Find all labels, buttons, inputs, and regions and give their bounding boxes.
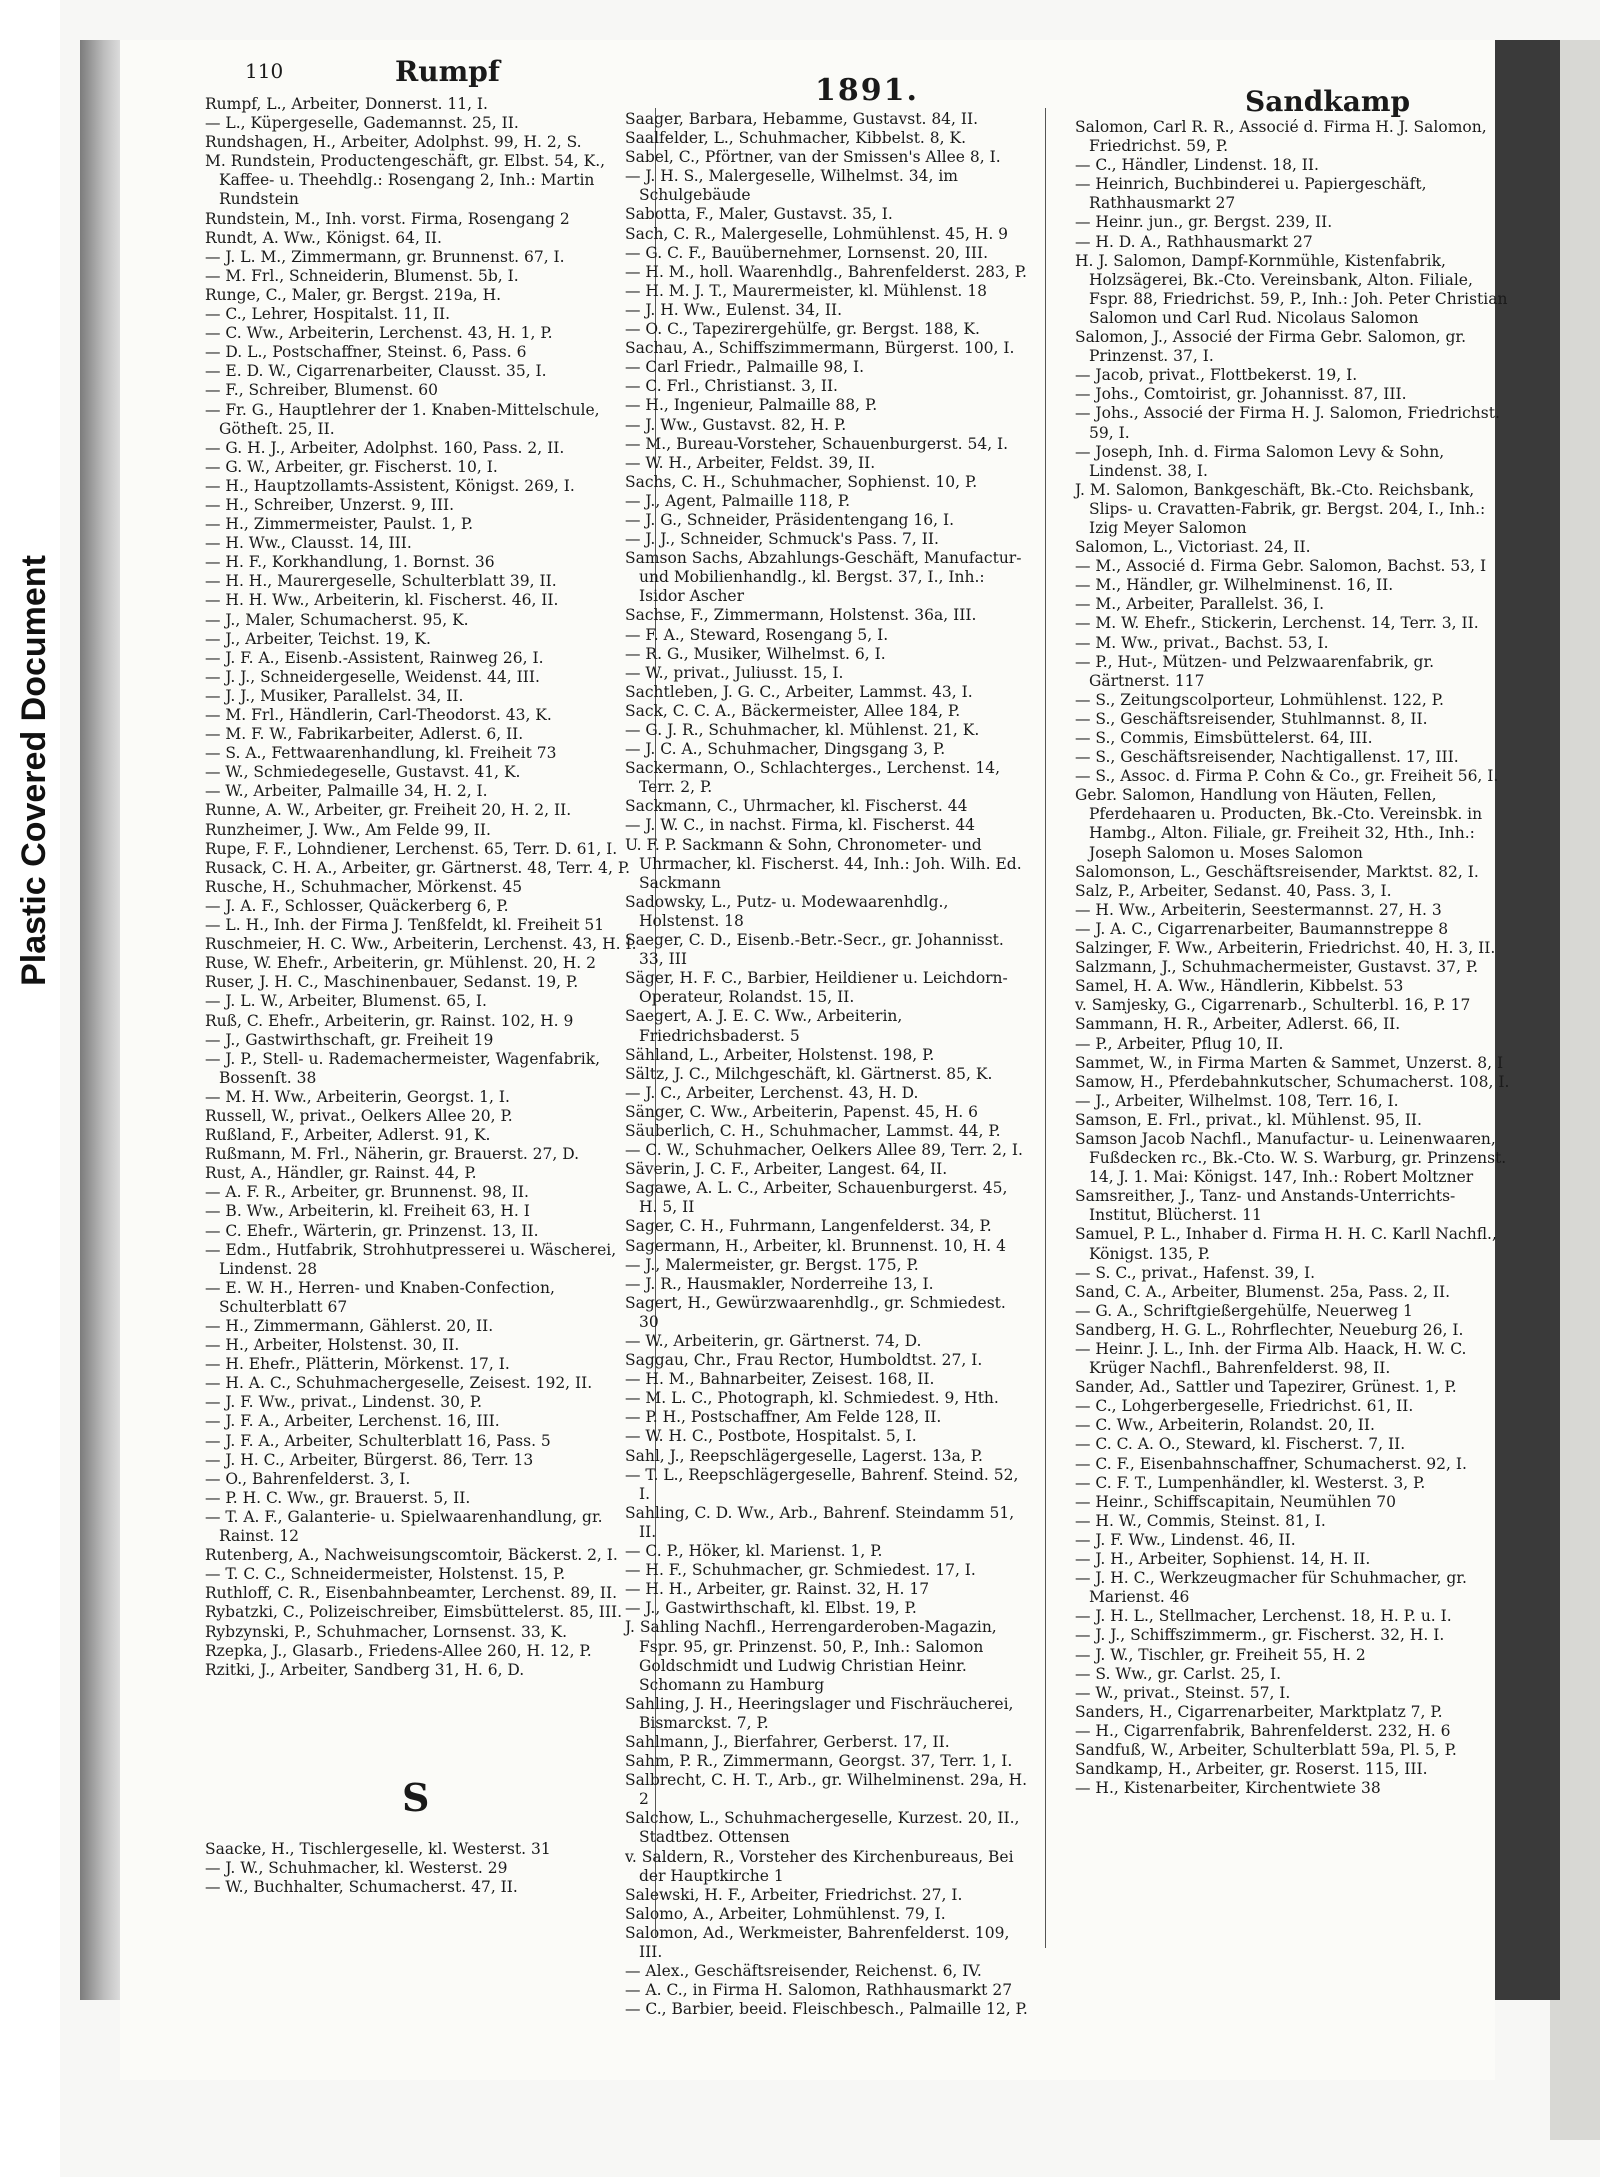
directory-entry: Sabotta, F., Maler, Gustavst. 35, I. (625, 205, 893, 224)
directory-entry: — Johs., Associé der Firma H. J. Salomon, Friedrichst. 59, I. (1075, 404, 1500, 442)
directory-entry: — S., Geschäftsreisender, Nachtigallenst. 17, III. (1075, 748, 1459, 767)
directory-entry: — C., Lehrer, Hospitalst. 11, II. (205, 305, 451, 324)
directory-entry: — G. J. R., Schuhmacher, kl. Mühlenst. 21, K. (625, 721, 980, 739)
header-left-keyword: Rumpf (395, 55, 500, 88)
directory-entry: Ruser, J. H. C., Maschinenbauer, Sedanst. 19, P. (205, 973, 579, 992)
directory-entry: Samson Jacob Nachfl., Manufactur- u. Leinenwaaren, Fußdecken rc., Bk.-Cto. W. S. Warburg, gr. Prinzenst. 14, J. 1. Mai: Königst. 147, Inh.: Robert Moltzner (1075, 1129, 1507, 1187)
directory-entry: — W., Arbeiter, Palmaille 34, H. 2, I. (205, 782, 488, 801)
directory-entry: — C. Frl., Christianst. 3, II. (625, 377, 838, 396)
directory-entry: Rundshagen, H., Arbeiter, Adolphst. 99, H. 2, S. (205, 133, 582, 152)
directory-entry: Saager, Barbara, Hebamme, Gustavst. 84, II. (625, 110, 979, 128)
directory-entry: — C., Lohgerbergeselle, Friedrichst. 61, II. (1075, 1397, 1414, 1416)
directory-entry: Salzmann, J., Schuhmachermeister, Gustavst. 37, P. (1075, 958, 1479, 977)
directory-entry: — P., Hut-, Mützen- und Pelzwaarenfabrik, gr. Gärtnerst. 117 (1075, 652, 1435, 690)
directory-entry: Sammann, H. R., Arbeiter, Adlerst. 66, II. (1075, 1015, 1401, 1034)
directory-entry: — G. H. J., Arbeiter, Adolphst. 160, Pass. 2, II. (205, 438, 565, 457)
directory-entry: Ruß, C. Ehefr., Arbeiterin, gr. Rainst. 102, H. 9 (205, 1011, 574, 1030)
directory-entry: Ruthloff, C. R., Eisenbahnbeamter, Lerchenst. 89, II. (205, 1584, 618, 1603)
directory-entry: — H. F., Schuhmacher, gr. Schmiedest. 17, I. (625, 1561, 976, 1580)
directory-entry: — M., Händler, gr. Wilhelminenst. 16, II. (1075, 576, 1394, 595)
directory-entry: Sackermann, O., Schlachterges., Lerchenst. 14, Terr. 2, P. (625, 759, 1001, 797)
directory-entry: — M. F. W., Fabrikarbeiter, Adlerst. 6, II. (205, 725, 524, 744)
side-label (14, 540, 54, 1000)
directory-entry: Salz, P., Arbeiter, Sedanst. 40, Pass. 3, I. (1075, 881, 1392, 900)
directory-entry: Rust, A., Händler, gr. Rainst. 44, P. (205, 1164, 477, 1183)
directory-entry: — Heinrich, Buchbinderei u. Papiergeschäft, Rathhausmarkt 27 (1075, 175, 1427, 213)
directory-entry: Sachse, F., Zimmermann, Holstenst. 36a, III. (625, 606, 977, 625)
directory-entry: — W., Arbeiterin, gr. Gärtnerst. 74, D. (625, 1332, 922, 1350)
directory-entry: — J. H., Arbeiter, Sophienst. 14, H. II. (1075, 1550, 1371, 1569)
directory-entry: — C., Barbier, beeid. Fleischbesch., Palmaille 12, P. (625, 2000, 1028, 2019)
directory-entry: — Jacob, privat., Flottbekerst. 19, I. (1075, 366, 1358, 385)
directory-entry: — J. R., Hausmakler, Norderreihe 13, I. (625, 1274, 934, 1293)
directory-entry: Sahm, P. R., Zimmermann, Georgst. 37, Terr. 1, I. (625, 1752, 1013, 1771)
book-gutter (80, 40, 120, 2000)
directory-entry: Ruschmeier, H. C. Ww., Arbeiterin, Lerchenst. 43, H. I. (205, 935, 637, 954)
directory-entry: — Johs., Comtoirist, gr. Johannisst. 87, III. (1075, 385, 1407, 404)
directory-entry: — J. F. A., Arbeiter, Lerchenst. 16, III. (205, 1412, 500, 1431)
directory-entry: — J. L. M., Zimmermann, gr. Brunnenst. 67, I. (205, 247, 565, 266)
directory-entry: — O. C., Tapezirergehülfe, gr. Bergst. 188, K. (625, 320, 980, 339)
directory-entry: Sabel, C., Pförtner, van der Smissen's Allee 8, I. (625, 148, 1001, 167)
directory-entry: — E. W. H., Herren- und Knaben-Confection, Schulterblatt 67 (205, 1278, 555, 1316)
directory-entry: — D. L., Postschaffner, Steinst. 6, Pass. 6 (205, 343, 527, 362)
directory-entry: — H. A. C., Schuhmachergeselle, Zeisest. 192, II. (205, 1374, 593, 1393)
directory-entry: H. J. Salomon, Dampf-Kornmühle, Kistenfabrik, Holzsägerei, Bk.-Cto. Vereinsbank, Alton. Filiale, Fspr. 88, Friedrichst. 59, P., Inh.: Joh. Peter Christian Salomon und Carl Rud. Nicolaus Salomon (1075, 251, 1508, 327)
directory-entry: — J. H. S., Malergeselle, Wilhelmst. 34, im Schulgebäude (625, 167, 958, 205)
directory-entry: — J. J., Schneider, Schmuck's Pass. 7, II. (625, 530, 939, 549)
directory-entry: — H. M. J. T., Maurermeister, kl. Mühlenst. 18 (625, 281, 987, 300)
directory-entry: Saggau, Chr., Frau Rector, Humboldtst. 27, I. (625, 1351, 983, 1370)
directory-entry: — J. L. W., Arbeiter, Blumenst. 65, I. (205, 992, 487, 1011)
directory-entry: — S. Ww., gr. Carlst. 25, I. (1075, 1664, 1282, 1683)
directory-entry: Rzepka, J., Glasarb., Friedens-Allee 260, H. 12, P. (205, 1641, 592, 1660)
directory-entry: — W. H. C., Postbote, Hospitalst. 5, I. (625, 1427, 917, 1446)
directory-entry: — J. W., Schuhmacher, kl. Westerst. 29 (205, 1859, 508, 1878)
directory-entry: — S., Commis, Eimsbüttelerst. 64, III. (1075, 729, 1373, 747)
directory-entry: — M. W. Ehefr., Stickerin, Lerchenst. 14, Terr. 3, II. (1075, 614, 1479, 633)
directory-entry: — C. C. A. O., Steward, kl. Fischerst. 7, II. (1075, 1435, 1406, 1454)
directory-entry: — P. H. C. Ww., gr. Brauerst. 5, II. (205, 1488, 471, 1507)
directory-entry: — J. H. L., Stellmacher, Lerchenst. 18, H. P. u. I. (1075, 1607, 1452, 1626)
directory-entry: Sältz, J. C., Milchgeschäft, kl. Gärtnerst. 85, K. (625, 1064, 993, 1083)
directory-entry: Saegert, A. J. E. C. Ww., Arbeiterin, Friedrichsbaderst. 5 (625, 1007, 903, 1045)
directory-entry: — H. M., Bahnarbeiter, Zeisest. 168, II. (625, 1370, 935, 1389)
directory-entry: — C. P., Höker, kl. Marienst. 1, P. (625, 1542, 883, 1561)
directory-entry: — C. Ehefr., Wärterin, gr. Prinzenst. 13, II. (205, 1221, 539, 1240)
directory-entry: — J. W., Tischler, gr. Freiheit 55, H. 2 (1075, 1645, 1366, 1664)
middle-column (625, 110, 1030, 2019)
directory-entry: — R. G., Musiker, Wilhelmst. 6, I. (625, 644, 886, 663)
directory-entry: — J. F. Ww., privat., Lindenst. 30, P. (205, 1393, 483, 1412)
directory-entry: — G. A., Schriftgießergehülfe, Neuerweg 1 (1075, 1301, 1413, 1320)
directory-entry: — J. F. Ww., Lindenst. 46, II. (1075, 1530, 1296, 1549)
directory-entry: Ruse, W. Ehefr., Arbeiterin, gr. Mühlenst. 20, H. 2 (205, 954, 596, 973)
directory-entry: Rybzynski, P., Schuhmacher, Lornsenst. 33, K. (205, 1622, 568, 1641)
directory-entry: Runne, A. W., Arbeiter, gr. Freiheit 20, H. 2, II. (205, 801, 572, 820)
directory-entry: Sandberg, H. G. L., Rohrflechter, Neueburg 26, I. (1075, 1320, 1464, 1339)
directory-entry: — Alex., Geschäftsreisender, Reichenst. 6, IV. (625, 1962, 982, 1981)
directory-entry: — J., Gastwirthschaft, kl. Elbst. 19, P. (625, 1599, 917, 1618)
directory-entry: Salewski, H. F., Arbeiter, Friedrichst. 27, I. (625, 1885, 963, 1904)
directory-entry: — H. F., Korkhandlung, 1. Bornst. 36 (205, 553, 495, 572)
directory-entry: — H. H., Maurergeselle, Schulterblatt 39, II. (205, 572, 557, 591)
directory-entry: — J. H. C., Werkzeugmacher für Schuhmacher, gr. Marienst. 46 (1075, 1569, 1467, 1607)
directory-entry: — O., Bahrenfelderst. 3, I. (205, 1469, 411, 1488)
directory-entry: — T. C. C., Schneidermeister, Holstenst. 15, P. (205, 1565, 566, 1584)
directory-entry: — S., Zeitungscolporteur, Lohmühlenst. 122, P. (1075, 690, 1444, 709)
directory-entry: — H., Ingenieur, Palmaille 88, P. (625, 396, 878, 415)
directory-entry: — F. A., Steward, Rosengang 5, I. (625, 625, 889, 644)
directory-entry: — J. J., Musiker, Parallelst. 34, II. (205, 686, 464, 705)
directory-entry: Runzheimer, J. Ww., Am Felde 99, II. (205, 820, 491, 839)
directory-entry: Rußmann, M. Frl., Näherin, gr. Brauerst. 27, D. (205, 1145, 580, 1164)
spine-strip (0, 0, 60, 2177)
directory-entry: Samson, E. Frl., privat., kl. Mühlenst. 95, II. (1075, 1110, 1422, 1129)
directory-entry: Samel, H. A. Ww., Händlerin, Kibbelst. 53 (1075, 977, 1404, 996)
directory-entry: — L., Küpergeselle, Gademannst. 25, II. (205, 114, 519, 133)
directory-entry: — J. W. C., in nachst. Firma, kl. Fischerst. 44 (625, 816, 976, 835)
directory-entry: Salbrecht, C. H. T., Arb., gr. Wilhelminenst. 29a, H. 2 (625, 1771, 1028, 1809)
directory-entry: — H. Ehefr., Plätterin, Mörkenst. 17, I. (205, 1355, 510, 1374)
directory-entry: — C. F., Eisenbahnschaffner, Schumacherst. 92, I. (1075, 1454, 1467, 1473)
directory-entry: Rzitki, J., Arbeiter, Sandberg 31, H. 6, D. (205, 1660, 525, 1679)
directory-entry: — F., Schreiber, Blumenst. 60 (205, 381, 438, 400)
directory-entry: — M. L. C., Photograph, kl. Schmiedest. 9, Hth. (625, 1389, 999, 1408)
directory-entry: — P. H., Postschaffner, Am Felde 128, II. (625, 1408, 942, 1427)
directory-entry: Salzinger, F. Ww., Arbeiterin, Friedrichst. 40, H. 3, II. (1075, 939, 1496, 958)
directory-entry: Säuberlich, C. H., Schuhmacher, Lammst. 44, P. (625, 1121, 1001, 1140)
directory-entry: — B. Ww., Arbeiterin, kl. Freiheit 63, H. I (205, 1202, 530, 1221)
directory-entry: — E. D. W., Cigarrenarbeiter, Clausst. 35, I. (205, 362, 547, 381)
directory-entry: — W. H., Arbeiter, Feldst. 39, II. (625, 453, 876, 472)
directory-entry: — H. H., Arbeiter, gr. Rainst. 32, H. 17 (625, 1580, 930, 1599)
directory-entry: — G. C. F., Bauübernehmer, Lornsenst. 20, III. (625, 243, 989, 262)
directory-entry: Rundstein, M., Inh. vorst. Firma, Rosengang 2 (205, 209, 570, 228)
directory-entry: Gebr. Salomon, Handlung von Häuten, Fellen, Pferdehaaren u. Producten, Bk.-Cto. Vereinsbk. in Hambg., Alton. Filiale, gr. Freiheit 32, Hth., Inh.: Joseph Salomon u. Moses Salomon (1075, 786, 1483, 862)
directory-entry: — M., Arbeiter, Parallelst. 36, I. (1075, 595, 1325, 614)
directory-entry: — S. A., Fettwaarenhandlung, kl. Freiheit 73 (205, 744, 557, 763)
directory-entry: Sagert, H., Gewürzwaarenhdlg., gr. Schmiedest. 30 (625, 1293, 1006, 1331)
directory-entry: — A. F. R., Arbeiter, gr. Brunnenst. 98, II. (205, 1183, 529, 1202)
directory-entry: — J. P., Stell- u. Rademachermeister, Wagenfabrik, Bossenſt. 38 (205, 1049, 601, 1087)
directory-entry: — S. C., privat., Hafenst. 39, I. (1075, 1263, 1316, 1282)
directory-entry: — H. M., holl. Waarenhdlg., Bahrenfelderst. 283, P. (625, 262, 1027, 281)
directory-entry: Samson Sachs, Abzahlungs-Geschäft, Manufactur- und Mobilienhandlg., kl. Bergst. 37, I., Inh.: Isidor Ascher (625, 549, 1022, 606)
directory-entry: — H. H. Ww., Arbeiterin, kl. Fischerst. 46, II. (205, 591, 559, 610)
directory-entry: Rusche, H., Schuhmacher, Mörkenst. 45 (205, 877, 523, 896)
directory-entry: Samsreither, J., Tanz- und Anstands-Unterrichts-Institut, Blücherst. 11 (1075, 1187, 1456, 1225)
directory-entry: — Heinr., Schiffscapitain, Neumühlen 70 (1075, 1492, 1396, 1511)
directory-entry: — M. Frl., Schneiderin, Blumenst. 5b, I. (205, 266, 519, 285)
directory-entry: — J. H. C., Arbeiter, Bürgerst. 86, Terr. 13 (205, 1450, 534, 1469)
directory-entry: — J. F. A., Eisenb.-Assistent, Rainweg 26, I. (205, 648, 544, 667)
directory-entry: Rutenberg, A., Nachweisungscomtoir, Bäckerst. 2, I. (205, 1546, 618, 1565)
directory-entry: Rußland, F., Arbeiter, Adlerst. 91, K. (205, 1126, 491, 1145)
directory-entry: — M. H. Ww., Arbeiterin, Georgst. 1, I. (205, 1087, 510, 1106)
directory-entry: Sähland, L., Arbeiter, Holstenst. 198, P. (625, 1045, 935, 1064)
left-column (205, 95, 640, 1680)
directory-entry: — G. W., Arbeiter, gr. Fischerst. 10, I. (205, 457, 498, 476)
directory-entry: — H., Zimmermann, Gählerst. 20, II. (205, 1317, 494, 1335)
directory-entry: Russell, W., privat., Oelkers Allee 20, P. (205, 1106, 513, 1125)
directory-entry: v. Saldern, R., Vorsteher des Kirchenbureaus, Bei der Hauptkirche 1 (625, 1847, 1014, 1885)
directory-entry: Samow, H., Pferdebahnkutscher, Schumacherst. 108, I. (1075, 1072, 1510, 1091)
directory-entry: Saacke, H., Tischlergeselle, kl. Westerst. 31 (205, 1840, 551, 1858)
directory-entry: Rupe, F. F., Lohndiener, Lerchenst. 65, Terr. D. 61, I. (205, 839, 618, 858)
directory-entry: — H. Ww., Arbeiterin, Seestermannst. 27, H. 3 (1075, 900, 1442, 919)
directory-entry: — J. J., Schneidergeselle, Weidenst. 44, III. (205, 667, 540, 686)
directory-entry: — W., Schmiedegeselle, Gustavst. 41, K. (205, 763, 521, 782)
directory-entry: Sachs, C. H., Schuhmacher, Sophienst. 10, P. (625, 472, 978, 491)
left-column-s-section (205, 1840, 645, 1897)
directory-entry: — M. Frl., Händlerin, Carl-Theodorst. 43, K. (205, 706, 552, 724)
directory-entry: — M., Associé d. Firma Gebr. Salomon, Bachst. 53, I (1075, 557, 1487, 576)
directory-entry: — Heinr. jun., gr. Bergst. 239, II. (1075, 213, 1333, 232)
directory-entry: Säger, H. F. C., Barbier, Heildiener u. Leichdorn-Operateur, Rolandst. 15, II. (625, 969, 1008, 1007)
directory-entry: — J. Ww., Gustavst. 82, H. P. (625, 415, 847, 434)
directory-entry: — M. Ww., privat., Bachst. 53, I. (1075, 633, 1329, 652)
directory-entry: — H., Kistenarbeiter, Kirchentwiete 38 (1075, 1779, 1381, 1798)
directory-entry: — W., Buchhalter, Schumacherst. 47, II. (205, 1878, 518, 1897)
directory-entry: Salomon, L., Victoriast. 24, II. (1075, 538, 1311, 557)
directory-entry: — W., privat., Juliusst. 15, I. (625, 663, 844, 682)
directory-entry: — C. W., Schuhmacher, Oelkers Allee 89, Terr. 2, I. (625, 1141, 1023, 1160)
directory-entry: — J., Gastwirthschaft, gr. Freiheit 19 (205, 1030, 494, 1049)
directory-entry: Rybatzki, C., Polizeischreiber, Eimsbüttelerst. 85, III. (205, 1603, 623, 1622)
directory-entry: Säverin, J. C. F., Arbeiter, Langest. 64, II. (625, 1160, 948, 1179)
directory-entry: Runge, C., Maler, gr. Bergst. 219a, H. (205, 285, 502, 304)
directory-entry: — H., Hauptzollamts-Assistent, Königst. 269, I. (205, 476, 575, 495)
directory-entry: Sackmann, C., Uhrmacher, kl. Fischerst. 44 (625, 797, 968, 816)
directory-entry: Sahling, C. D. Ww., Arb., Bahrenf. Steindamm 51, II. (625, 1503, 1015, 1541)
directory-entry: Sagawe, A. L. C., Arbeiter, Schauenburgerst. 45, H. 5, II (625, 1179, 1008, 1217)
directory-entry: Rusack, C. H. A., Arbeiter, gr. Gärtnerst. 48, Terr. 4, P. (205, 858, 631, 877)
page-number: 110 (245, 59, 284, 83)
directory-entry: — H., Cigarrenfabrik, Bahrenfelderst. 232, H. 6 (1075, 1721, 1451, 1740)
directory-entry: U. F. P. Sackmann & Sohn, Chronometer- und Uhrmacher, kl. Fischerst. 44, Inh.: Joh. Wilh. Ed. Sackmann (625, 835, 1022, 892)
directory-entry: — M., Bureau-Vorsteher, Schauenburgerst. 54, I. (625, 434, 1009, 453)
directory-entry: — W., privat., Steinst. 57, I. (1075, 1683, 1291, 1702)
directory-entry: — Joseph, Inh. d. Firma Salomon Levy & Sohn, Lindenst. 38, I. (1075, 442, 1445, 480)
directory-entry: Samuel, P. L., Inhaber d. Firma H. H. C. Karll Nachfl., Königst. 135, P. (1075, 1225, 1497, 1263)
directory-entry: — J. A. F., Schlosser, Quäckerberg 6, P. (205, 896, 509, 915)
directory-entry: — H., Schreiber, Unzerst. 9, III. (205, 495, 455, 514)
directory-entry: — S., Geschäftsreisender, Stuhlmannst. 8, II. (1075, 709, 1428, 728)
directory-entry: — H., Arbeiter, Holstenst. 30, II. (205, 1336, 460, 1355)
directory-entry: — Carl Friedr., Palmaille 98, I. (625, 358, 864, 377)
directory-entry: Saalfelder, L., Schuhmacher, Kibbelst. 8, K. (625, 129, 967, 148)
directory-entry: — J., Agent, Palmaille 118, P. (625, 491, 851, 510)
right-column (1075, 118, 1515, 1798)
directory-entry: Saeger, C. D., Eisenb.-Betr.-Secr., gr. Johannisst. 33, III (625, 931, 1004, 969)
directory-entry: — J. A. C., Cigarrenarbeiter, Baumannstreppe 8 (1075, 919, 1449, 938)
directory-entry: Salomon, Carl R. R., Associé d. Firma H. J. Salomon, Friedrichst. 59, P. (1075, 118, 1487, 156)
directory-entry: — H. W., Commis, Steinst. 81, I. (1075, 1511, 1326, 1530)
directory-entry: — C. F. T., Lumpenhändler, kl. Westerst. 3, P. (1075, 1473, 1426, 1492)
directory-entry: Sammet, W., in Firma Marten & Sammet, Unzerst. 8, I (1075, 1053, 1504, 1072)
directory-entry: — T. A. F., Galanterie- u. Spielwaarenhandlung, gr. Rainst. 12 (205, 1507, 603, 1546)
directory-entry: Sand, C. A., Arbeiter, Blumenst. 25a, Pass. 2, II. (1075, 1282, 1451, 1301)
directory-entry: — Heinr. J. L., Inh. der Firma Alb. Haack, H. W. C. Krüger Nachfl., Bahrenfelderst. 98, II. (1075, 1340, 1467, 1378)
directory-entry: — P., Arbeiter, Pflug 10, II. (1075, 1034, 1284, 1053)
directory-entry: — H., Zimmermeister, Paulst. 1, P. (205, 515, 474, 534)
column-divider-2 (1045, 108, 1046, 1948)
side-label-text: Plastic Covered Document (14, 554, 53, 986)
directory-entry: Rundt, A. Ww., Königst. 64, II. (205, 228, 442, 247)
directory-entry: — J., Malermeister, gr. Bergst. 175, P. (625, 1255, 919, 1274)
directory-entry: Sahlmann, J., Bierfahrer, Gerberst. 17, II. (625, 1732, 950, 1751)
directory-entry: — A. C., in Firma H. Salomon, Rathhausmarkt 27 (625, 1981, 1013, 2000)
directory-entry: — J., Arbeiter, Wilhelmst. 108, Terr. 16, I. (1075, 1091, 1399, 1110)
directory-entry: — C. Ww., Arbeiterin, Lerchenst. 43, H. 1, P. (205, 324, 553, 343)
header-year: 1891. (815, 73, 919, 108)
directory-entry: J. M. Salomon, Bankgeschäft, Bk.-Cto. Reichsbank, Slips- u. Cravatten-Fabrik, gr. Bergst. 204, I., Inh.: Izig Meyer Salomon (1075, 480, 1486, 537)
directory-entry: Rumpf, L., Arbeiter, Donnerst. 11, I. (205, 95, 488, 113)
directory-entry: — J. C. A., Schuhmacher, Dingsgang 3, P. (625, 740, 946, 759)
directory-entry: — J. F. A., Arbeiter, Schulterblatt 16, Pass. 5 (205, 1431, 551, 1450)
directory-entry: Salchow, L., Schuhmachergeselle, Kurzest. 20, II., Stadtbez. Ottensen (625, 1809, 1020, 1847)
directory-entry: Sahl, J., Reepschlägergeselle, Lagerst. 13a, P. (625, 1446, 983, 1465)
directory-entry: — J. G., Schneider, Präsidentengang 16, I. (625, 510, 955, 529)
directory-entry: — H. D. A., Rathhausmarkt 27 (1075, 232, 1313, 251)
directory-entry: — J. J., Schiffszimmerm., gr. Fischerst. 32, H. I. (1075, 1626, 1445, 1645)
directory-entry: Sänger, C. Ww., Arbeiterin, Papenst. 45, H. 6 (625, 1102, 978, 1121)
directory-entry: — Fr. G., Hauptlehrer der 1. Knaben-Mittelschule, Götheſt. 25, II. (205, 400, 600, 438)
directory-entry: — C. Ww., Arbeiterin, Rolandst. 20, II. (1075, 1416, 1375, 1435)
directory-entry: v. Samjesky, G., Cigarrenarb., Schulterbl. 16, P. 17 (1075, 996, 1471, 1015)
directory-entry: Sadowsky, L., Putz- u. Modewaarenhdlg., Holstenst. 18 (625, 892, 949, 930)
directory-entry: — J., Arbeiter, Teichst. 19, K. (205, 629, 431, 648)
directory-entry: Sandkamp, H., Arbeiter, gr. Roserst. 115, III. (1075, 1760, 1428, 1779)
directory-entry: Salomon, J., Associé der Firma Gebr. Salomon, gr. Prinzenst. 37, I. (1075, 328, 1467, 366)
section-letter: S (402, 1775, 430, 1820)
directory-entry: — L. H., Inh. der Firma J. Tenßfeldt, kl. Freiheit 51 (205, 916, 605, 935)
directory-entry: J. Sahling Nachfl., Herrengarderoben-Magazin, Fspr. 95, gr. Prinzenst. 50, P., Inh.: Salomon Goldschmidt und Ludwig Christian Heinr. Schomann zu Hamburg (625, 1618, 997, 1694)
header-right-keyword: Sandkamp (1245, 85, 1411, 118)
directory-entry: Salomonson, L., Geschäftsreisender, Marktst. 82, I. (1075, 862, 1479, 881)
directory-entry: Sager, C. H., Fuhrmann, Langenfelderst. 34, P. (625, 1217, 992, 1236)
directory-entry: — Edm., Hutfabrik, Strohhutpresserei u. Wäscherei, Lindenst. 28 (205, 1240, 617, 1278)
directory-entry: Salomo, A., Arbeiter, Lohmühlenst. 79, I. (625, 1904, 946, 1923)
directory-entry: — T. L., Reepschlägergeselle, Bahrenf. Steind. 52, I. (625, 1465, 1019, 1503)
directory-entry: Salomon, Ad., Werkmeister, Bahrenfelderst. 109, III. (625, 1923, 1010, 1961)
directory-entry: M. Rundstein, Productengeschäft, gr. Elbst. 54, K., Kaffee- u. Theehdlg.: Rosengang 2, Inh.: Martin Rundstein (205, 152, 606, 209)
directory-entry: — J. H. Ww., Eulenst. 34, II. (625, 300, 842, 319)
directory-entry: Sachtleben, J. G. C., Arbeiter, Lammst. 43, I. (625, 682, 973, 701)
directory-entry: — H. Ww., Clausst. 14, III. (205, 534, 412, 553)
directory-entry: Sander, Ad., Sattler und Tapezirer, Grünest. 1, P. (1075, 1378, 1457, 1397)
directory-entry: — J., Maler, Schumacherst. 95, K. (205, 610, 469, 629)
directory-entry: Sandfuß, W., Arbeiter, Schulterblatt 59a, Pl. 5, P. (1075, 1740, 1457, 1759)
directory-entry: — S., Assoc. d. Firma P. Cohn & Co., gr. Freiheit 56, I. (1075, 767, 1499, 786)
directory-entry: — J. C., Arbeiter, Lerchenst. 43, H. D. (625, 1083, 919, 1102)
directory-entry: Sanders, H., Cigarrenarbeiter, Marktplatz 7, P. (1075, 1702, 1443, 1721)
directory-entry: Sahling, J. H., Heeringslager und Fischräucherei, Bismarckst. 7, P. (625, 1694, 1014, 1732)
directory-entry: Sack, C. C. A., Bäckermeister, Allee 184, P. (625, 701, 961, 720)
directory-entry: Sach, C. R., Malergeselle, Lohmühlenst. 45, H. 9 (625, 224, 1009, 243)
directory-entry: — C., Händler, Lindenst. 18, II. (1075, 156, 1319, 175)
directory-entry: Sachau, A., Schiffszimmermann, Bürgerst. 100, I. (625, 339, 1015, 358)
directory-entry: Sagermann, H., Arbeiter, kl. Brunnenst. 10, H. 4 (625, 1236, 1006, 1255)
